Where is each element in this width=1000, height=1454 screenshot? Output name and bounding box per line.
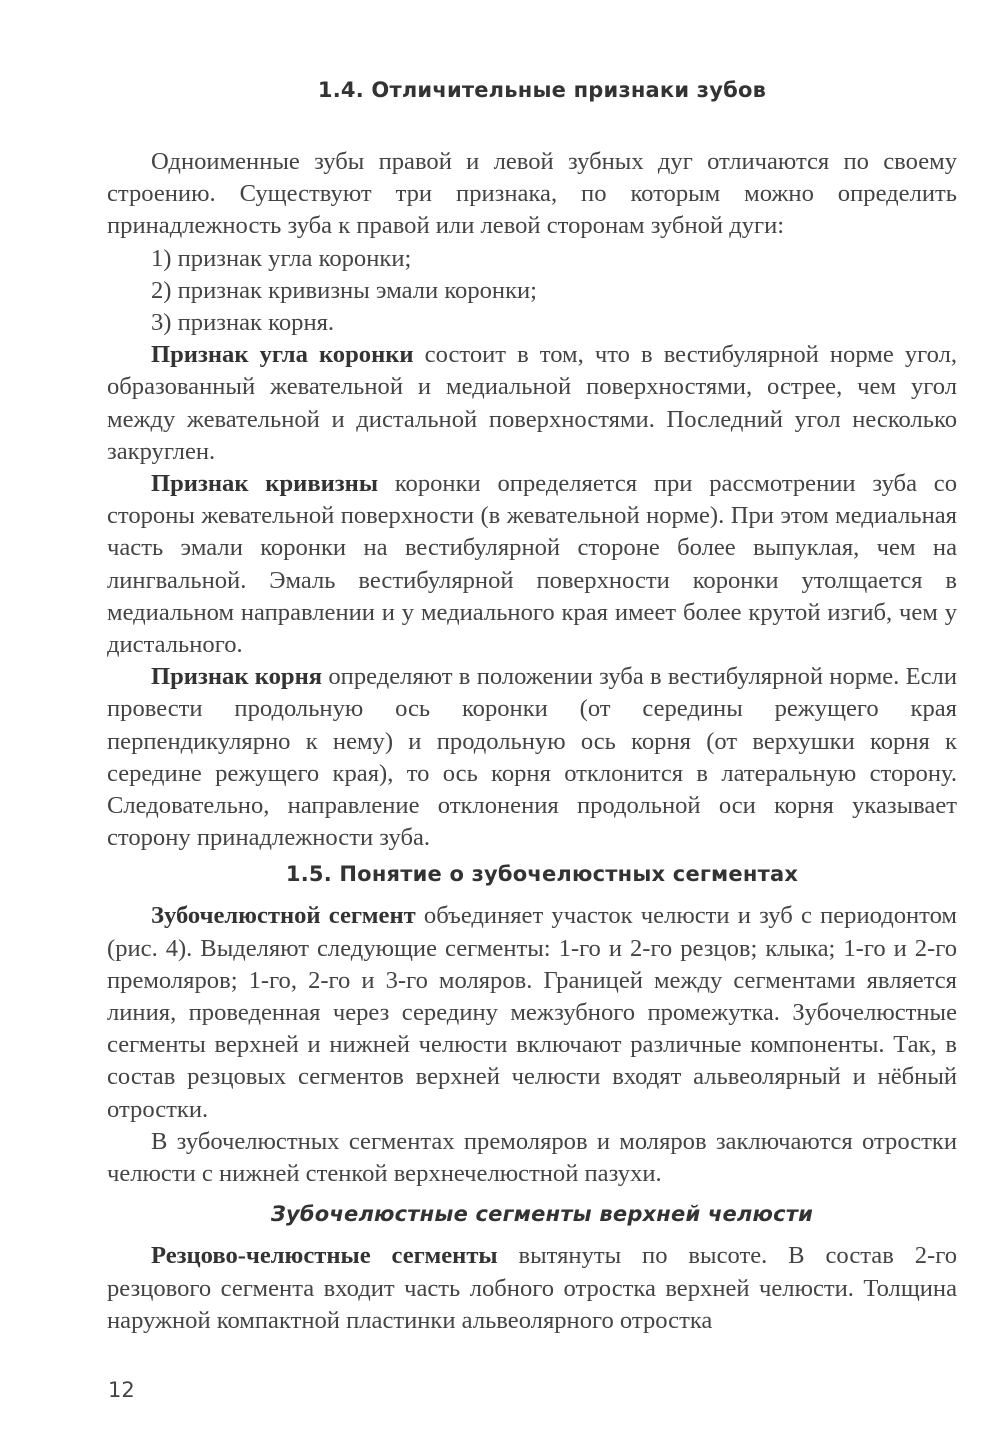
premolar-paragraph: В зубочелюстных сегментах премоляров и моляров заключаются отростки челюсти с нижней стенкой верхнечелюстной пазухи. <box>107 1127 957 1188</box>
section-heading-1-5: 1.5. Понятие о зубочелюстных сегментах <box>285 862 799 887</box>
subsection-heading-upper-jaw: Зубочелюстные сегменты верхней челюсти <box>270 1202 814 1227</box>
segment-text: объединяет участок челюсти и зуб с периодонтом (рис. 4). Выделяют следующие сегменты: 1-го и 2-го резцов; клыка; 1-го и 2-го премоляров; 1-го, 2-го и 3-го моляров. Границей между сегментами является линия, проведенная через середину межзубного промежутка. Зубочелюстные сегменты верхней и нижней челюсти включают различные компоненты. Так, в состав резцовых сегментов верхней челюсти входят альвеолярный и нёбный отростки. <box>107 902 957 1123</box>
segment-term: Зубочелюстной сегмент <box>151 902 416 930</box>
curvature-term: Признак кривизны <box>151 470 379 498</box>
curvature-paragraph <box>107 468 957 661</box>
section-heading-1-4: 1.4. Отличительные признаки зубов <box>317 78 767 102</box>
list-item: 1) признак угла коронки; <box>151 244 412 272</box>
page-number: 12 <box>108 1378 135 1402</box>
page-content <box>107 78 957 1337</box>
incisor-paragraph <box>107 1240 957 1337</box>
crown-angle-text: состоит в том, что в вестибулярной норме угол, образованный жевательной и медиальной поверхностями, острее, чем угол между жевательной и дистальной поверхностями. Последний угол несколько закруглен. <box>107 341 957 465</box>
incisor-term: Резцово-челюстные сегменты <box>151 1242 498 1270</box>
incisor-text: вытянуты по высоте. В состав 2-го резцового сегмента входит часть лобного отростка верхней челюсти. Толщина наружной компактной пластинки альвеолярного отростка <box>107 1242 957 1334</box>
crown-angle-paragraph <box>107 339 957 468</box>
list-item: 3) признак корня. <box>151 309 335 337</box>
curvature-text: коронки определяется при рассмотрении зуба со стороны жевательной поверхности (в жевательной норме). При этом медиальная часть эмали коронки на вестибулярной стороне более выпуклая, чем на лингвальной. Эмаль вестибулярной поверхности коронки утолщается в медиальном направлении и у медиального края имеет более крутой изгиб, чем у дистального. <box>107 470 957 659</box>
crown-angle-term: Признак угла коронки <box>151 341 414 369</box>
intro-paragraph: Одноименные зубы правой и левой зубных дуг отличаются по своему строению. Существуют три признака, по которым можно определить принадлежность зуба к правой или левой сторонам зубной дуги: <box>107 148 957 240</box>
list-item: 2) признак кривизны эмали коронки; <box>151 276 538 304</box>
segment-paragraph <box>107 900 957 1125</box>
root-term: Признак корня <box>151 663 323 691</box>
root-text: определяют в положении зуба в вестибулярной норме. Если провести продольную ось коронки (от середины режущего края перпендикулярно к нему) и продольную ось корня (от верхушки корня к середине режущего края), то ось корня отклонится в латеральную сторону. Следовательно, направление отклонения продольной оси корня указывает сторону принадлежности зуба. <box>107 663 957 852</box>
root-paragraph <box>107 661 957 854</box>
